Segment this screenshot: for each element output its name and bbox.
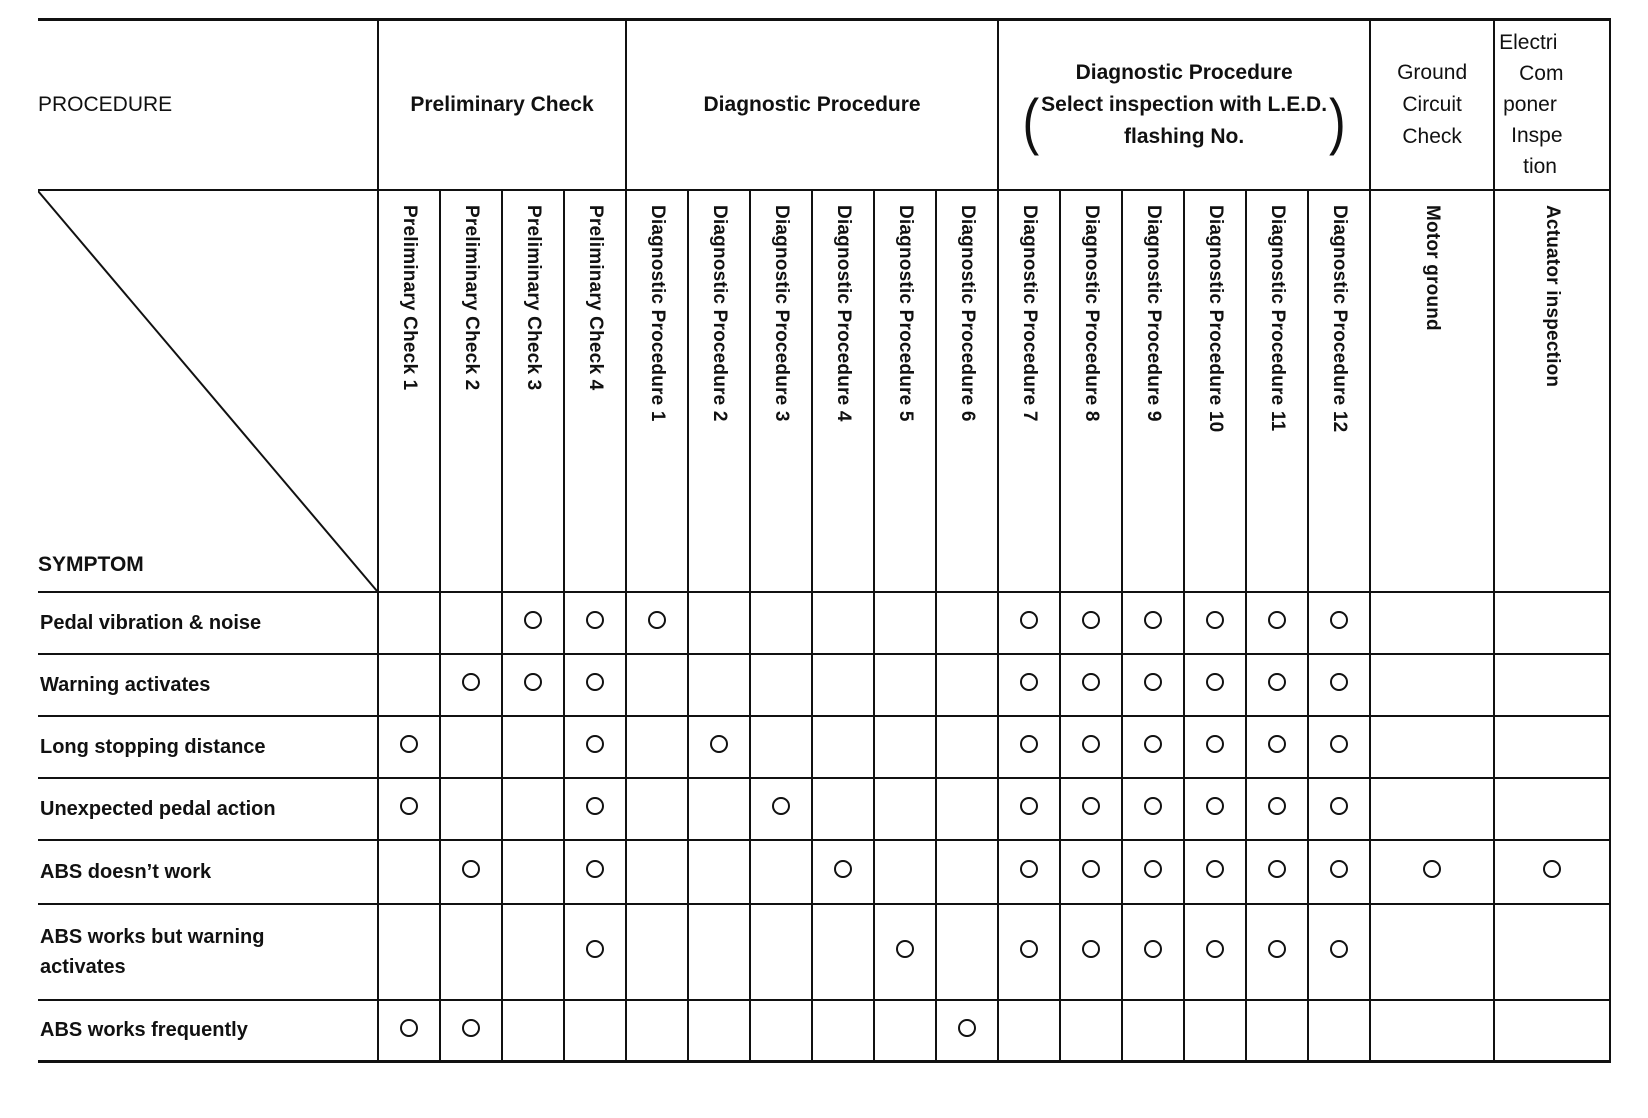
group-diagnostic-led-title: Diagnostic Procedure xyxy=(1075,60,1293,84)
check-mark-circle-icon xyxy=(1144,611,1162,629)
check-cell xyxy=(1308,654,1370,716)
check-cell xyxy=(440,716,502,778)
check-cell xyxy=(502,1000,564,1062)
check-cell xyxy=(1184,1000,1246,1062)
check-cell xyxy=(626,1000,688,1062)
check-mark-circle-icon xyxy=(1020,611,1038,629)
check-cell xyxy=(936,592,998,654)
check-cell xyxy=(502,904,564,1000)
check-cell xyxy=(1494,778,1610,840)
check-cell xyxy=(1370,778,1494,840)
check-cell xyxy=(626,654,688,716)
check-mark-circle-icon xyxy=(1144,860,1162,878)
check-cell xyxy=(1060,654,1122,716)
check-cell xyxy=(750,840,812,904)
check-cell xyxy=(1246,1000,1308,1062)
check-cell xyxy=(440,778,502,840)
column-header-1 xyxy=(378,190,440,592)
check-cell xyxy=(688,840,750,904)
column-header-11 xyxy=(998,190,1060,592)
column-header-17 xyxy=(1370,190,1494,592)
symptom-name: ABS works frequently xyxy=(38,1000,378,1062)
check-cell xyxy=(750,1000,812,1062)
check-cell xyxy=(440,1000,502,1062)
check-cell xyxy=(1370,716,1494,778)
symptom-name: Pedal vibration & noise xyxy=(38,592,378,654)
check-cell xyxy=(874,1000,936,1062)
check-mark-circle-icon xyxy=(1268,611,1286,629)
check-cell xyxy=(564,592,626,654)
column-header-label: Diagnostic Procedure 8 xyxy=(1081,204,1103,422)
check-mark-circle-icon xyxy=(462,1019,480,1037)
column-header-label: Diagnostic Procedure 10 xyxy=(1205,204,1227,432)
check-cell xyxy=(564,1000,626,1062)
check-mark-circle-icon xyxy=(1144,673,1162,691)
check-mark-circle-icon xyxy=(1543,860,1561,878)
check-cell xyxy=(688,592,750,654)
check-cell xyxy=(874,716,936,778)
check-cell xyxy=(626,778,688,840)
check-mark-circle-icon xyxy=(1020,673,1038,691)
check-mark-circle-icon xyxy=(586,940,604,958)
check-cell xyxy=(998,1000,1060,1062)
check-mark-circle-icon xyxy=(1020,940,1038,958)
check-cell xyxy=(626,840,688,904)
check-cell xyxy=(440,654,502,716)
check-mark-circle-icon xyxy=(586,673,604,691)
check-cell xyxy=(998,840,1060,904)
check-cell xyxy=(1308,716,1370,778)
column-header-10 xyxy=(936,190,998,592)
check-cell xyxy=(626,904,688,1000)
check-mark-circle-icon xyxy=(1330,735,1348,753)
check-cell xyxy=(1122,904,1184,1000)
check-mark-circle-icon xyxy=(1423,860,1441,878)
check-cell xyxy=(626,716,688,778)
check-mark-circle-icon xyxy=(586,860,604,878)
column-header-16 xyxy=(1308,190,1370,592)
check-cell xyxy=(874,904,936,1000)
check-cell xyxy=(1122,778,1184,840)
check-cell xyxy=(1370,654,1494,716)
column-header-6 xyxy=(688,190,750,592)
check-cell xyxy=(750,904,812,1000)
group-header-row xyxy=(38,20,1610,190)
check-mark-circle-icon xyxy=(834,860,852,878)
check-mark-circle-icon xyxy=(1020,797,1038,815)
check-mark-circle-icon xyxy=(1082,797,1100,815)
check-cell xyxy=(1494,840,1610,904)
check-mark-circle-icon xyxy=(1330,797,1348,815)
check-mark-circle-icon xyxy=(462,860,480,878)
symptom-row xyxy=(38,904,1610,1000)
check-cell xyxy=(378,592,440,654)
column-header-14 xyxy=(1184,190,1246,592)
check-cell xyxy=(440,904,502,1000)
check-mark-circle-icon xyxy=(772,797,790,815)
check-mark-circle-icon xyxy=(1268,797,1286,815)
column-header-18 xyxy=(1494,190,1610,592)
check-mark-circle-icon xyxy=(1268,860,1286,878)
group-diagnostic-led-note: ( Select inspection with L.E.D. flashing No. ) xyxy=(1022,85,1346,156)
check-cell xyxy=(564,778,626,840)
symptom-procedure-table xyxy=(38,18,1611,1063)
symptom-row xyxy=(38,778,1610,840)
column-header-label: Motor ground xyxy=(1422,204,1444,331)
check-cell xyxy=(874,654,936,716)
check-cell xyxy=(502,654,564,716)
column-header-13 xyxy=(1122,190,1184,592)
check-cell xyxy=(502,840,564,904)
check-cell xyxy=(812,716,874,778)
column-header-label: Diagnostic Procedure 5 xyxy=(895,204,917,422)
check-cell xyxy=(1060,904,1122,1000)
check-cell xyxy=(502,592,564,654)
column-header-label: Preliminary Check 3 xyxy=(523,204,544,390)
check-cell xyxy=(998,592,1060,654)
symptom-name: ABS works but warning activates xyxy=(38,904,378,1000)
check-cell xyxy=(812,654,874,716)
column-header-label: Diagnostic Procedure 11 xyxy=(1267,204,1289,431)
column-header-label: Diagnostic Procedure 7 xyxy=(1019,204,1041,422)
check-mark-circle-icon xyxy=(958,1019,976,1037)
column-header-5 xyxy=(626,190,688,592)
check-cell xyxy=(1308,1000,1370,1062)
check-mark-circle-icon xyxy=(1330,860,1348,878)
check-cell xyxy=(874,778,936,840)
check-cell xyxy=(812,904,874,1000)
group-diagnostic-led-line-2: flashing No. xyxy=(1124,124,1245,148)
check-cell xyxy=(564,716,626,778)
check-cell xyxy=(1308,778,1370,840)
symptom-name: Warning activates xyxy=(38,654,378,716)
group-electric-component-inspection: Electri Com poner Inspe tion xyxy=(1494,20,1610,190)
check-cell xyxy=(1308,904,1370,1000)
check-cell xyxy=(1060,778,1122,840)
check-cell xyxy=(564,654,626,716)
check-cell xyxy=(688,904,750,1000)
check-cell xyxy=(378,1000,440,1062)
symptom-row xyxy=(38,654,1610,716)
check-mark-circle-icon xyxy=(1330,611,1348,629)
symptom-row xyxy=(38,716,1610,778)
check-cell xyxy=(1370,1000,1494,1062)
check-cell xyxy=(874,840,936,904)
check-cell xyxy=(998,778,1060,840)
check-mark-circle-icon xyxy=(400,1019,418,1037)
check-cell xyxy=(936,1000,998,1062)
check-cell xyxy=(812,840,874,904)
column-header-4 xyxy=(564,190,626,592)
column-header-label: Diagnostic Procedure 4 xyxy=(833,204,855,422)
check-cell xyxy=(378,778,440,840)
check-cell xyxy=(812,592,874,654)
check-cell xyxy=(1122,1000,1184,1062)
column-header-label: Preliminary Check 4 xyxy=(585,204,606,390)
check-cell xyxy=(1184,904,1246,1000)
check-mark-circle-icon xyxy=(1206,735,1224,753)
check-mark-circle-icon xyxy=(586,611,604,629)
check-mark-circle-icon xyxy=(462,673,480,691)
column-header-15 xyxy=(1246,190,1308,592)
check-cell xyxy=(936,778,998,840)
column-header-3 xyxy=(502,190,564,592)
check-cell xyxy=(688,1000,750,1062)
check-mark-circle-icon xyxy=(586,735,604,753)
check-mark-circle-icon xyxy=(1082,673,1100,691)
check-cell xyxy=(1184,840,1246,904)
check-cell xyxy=(378,904,440,1000)
group-diagnostic-led xyxy=(998,20,1370,190)
check-mark-circle-icon xyxy=(1330,673,1348,691)
check-cell xyxy=(564,904,626,1000)
check-cell xyxy=(1370,592,1494,654)
check-mark-circle-icon xyxy=(1144,797,1162,815)
column-header-7 xyxy=(750,190,812,592)
symptom-procedure-corner xyxy=(38,190,378,592)
procedure-label: PROCEDURE xyxy=(38,20,378,190)
check-cell xyxy=(1246,716,1308,778)
check-cell xyxy=(998,654,1060,716)
diagonal-divider xyxy=(38,191,377,591)
column-header-label: Preliminary Check 1 xyxy=(399,204,420,390)
group-preliminary-check: Preliminary Check xyxy=(378,20,626,190)
check-mark-circle-icon xyxy=(1268,735,1286,753)
symptom-name: Long stopping distance xyxy=(38,716,378,778)
check-cell xyxy=(936,904,998,1000)
check-cell xyxy=(1122,716,1184,778)
check-mark-circle-icon xyxy=(1144,940,1162,958)
check-mark-circle-icon xyxy=(1020,735,1038,753)
check-mark-circle-icon xyxy=(1206,611,1224,629)
check-cell xyxy=(502,778,564,840)
check-cell xyxy=(378,716,440,778)
column-header-12 xyxy=(1060,190,1122,592)
check-cell xyxy=(750,778,812,840)
check-cell xyxy=(1370,904,1494,1000)
check-mark-circle-icon xyxy=(524,673,542,691)
check-cell xyxy=(1494,592,1610,654)
check-cell xyxy=(626,592,688,654)
check-cell xyxy=(1308,840,1370,904)
column-header-label: Actuator inspection xyxy=(1542,204,1564,387)
check-cell xyxy=(1494,716,1610,778)
check-cell xyxy=(1184,778,1246,840)
check-cell xyxy=(1494,904,1610,1000)
column-header-label: Diagnostic Procedure 6 xyxy=(957,204,979,422)
check-mark-circle-icon xyxy=(1020,860,1038,878)
check-cell xyxy=(688,778,750,840)
check-cell xyxy=(440,592,502,654)
symptom-row xyxy=(38,1000,1610,1062)
check-cell xyxy=(936,654,998,716)
check-mark-circle-icon xyxy=(1268,673,1286,691)
check-cell xyxy=(1122,654,1184,716)
check-cell xyxy=(378,654,440,716)
column-header-8 xyxy=(812,190,874,592)
check-cell xyxy=(1122,592,1184,654)
check-cell xyxy=(750,592,812,654)
check-mark-circle-icon xyxy=(1144,735,1162,753)
check-cell xyxy=(502,716,564,778)
group-ground-circuit-check: Ground Circuit Check xyxy=(1370,20,1494,190)
column-header-label: Diagnostic Procedure 12 xyxy=(1329,204,1351,432)
check-mark-circle-icon xyxy=(1206,940,1224,958)
check-cell xyxy=(1494,1000,1610,1062)
check-cell xyxy=(1060,840,1122,904)
check-cell xyxy=(1308,592,1370,654)
group-diagnostic-procedure: Diagnostic Procedure xyxy=(626,20,998,190)
check-cell xyxy=(1246,592,1308,654)
symptom-row xyxy=(38,592,1610,654)
check-cell xyxy=(874,592,936,654)
check-mark-circle-icon xyxy=(1082,735,1100,753)
check-mark-circle-icon xyxy=(1082,940,1100,958)
check-mark-circle-icon xyxy=(648,611,666,629)
check-cell xyxy=(998,904,1060,1000)
check-mark-circle-icon xyxy=(400,797,418,815)
check-cell xyxy=(1494,654,1610,716)
check-cell xyxy=(1184,592,1246,654)
check-mark-circle-icon xyxy=(586,797,604,815)
column-header-9 xyxy=(874,190,936,592)
column-header-label: Diagnostic Procedure 2 xyxy=(709,204,731,422)
check-cell xyxy=(378,840,440,904)
symptom-name: ABS doesn’t work xyxy=(38,840,378,904)
check-cell xyxy=(1246,654,1308,716)
check-mark-circle-icon xyxy=(1206,860,1224,878)
check-cell xyxy=(750,654,812,716)
check-mark-circle-icon xyxy=(896,940,914,958)
check-cell xyxy=(688,654,750,716)
check-cell xyxy=(1246,840,1308,904)
symptom-name: Unexpected pedal action xyxy=(38,778,378,840)
check-cell xyxy=(1370,840,1494,904)
check-mark-circle-icon xyxy=(1206,673,1224,691)
column-header-2 xyxy=(440,190,502,592)
check-cell xyxy=(564,840,626,904)
check-cell xyxy=(440,840,502,904)
check-mark-circle-icon xyxy=(1082,860,1100,878)
column-header-label: Diagnostic Procedure 1 xyxy=(647,204,669,422)
check-mark-circle-icon xyxy=(524,611,542,629)
symptom-row xyxy=(38,840,1610,904)
check-cell xyxy=(1060,716,1122,778)
check-mark-circle-icon xyxy=(1082,611,1100,629)
check-cell xyxy=(688,716,750,778)
check-cell xyxy=(1246,778,1308,840)
check-cell xyxy=(812,1000,874,1062)
check-cell xyxy=(1184,716,1246,778)
column-header-label: Diagnostic Procedure 9 xyxy=(1143,204,1165,422)
check-cell xyxy=(1060,592,1122,654)
check-mark-circle-icon xyxy=(1330,940,1348,958)
check-cell xyxy=(936,716,998,778)
check-mark-circle-icon xyxy=(710,735,728,753)
check-cell xyxy=(1184,654,1246,716)
check-mark-circle-icon xyxy=(1206,797,1224,815)
column-header-row xyxy=(38,190,1610,592)
check-cell xyxy=(750,716,812,778)
column-header-label: Diagnostic Procedure 3 xyxy=(771,204,793,422)
check-cell xyxy=(812,778,874,840)
check-mark-circle-icon xyxy=(400,735,418,753)
check-cell xyxy=(936,840,998,904)
check-cell xyxy=(998,716,1060,778)
check-cell xyxy=(1060,1000,1122,1062)
check-cell xyxy=(1246,904,1308,1000)
check-mark-circle-icon xyxy=(1268,940,1286,958)
column-header-label: Preliminary Check 2 xyxy=(461,204,482,390)
symptom-label: SYMPTOM xyxy=(38,552,144,576)
check-cell xyxy=(1122,840,1184,904)
group-diagnostic-led-line-1: Select inspection with L.E.D. xyxy=(1041,92,1328,116)
